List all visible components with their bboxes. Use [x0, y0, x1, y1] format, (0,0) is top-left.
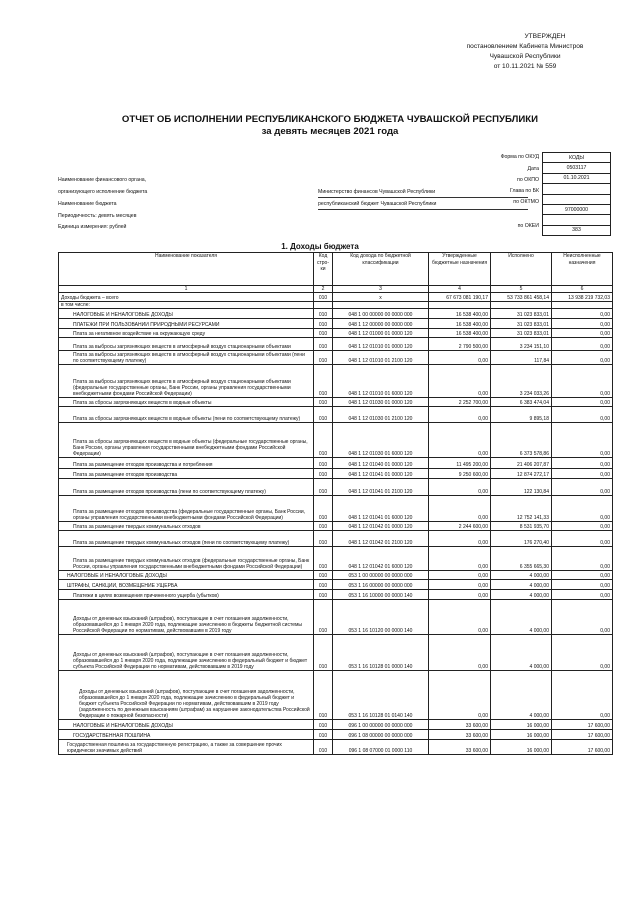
- cell-executed: 4 000,00: [491, 671, 552, 720]
- table-row: [59, 309, 613, 319]
- table-row: [59, 302, 613, 309]
- cell-executed: 12 752 141,33: [491, 496, 552, 522]
- col-line-header: Код стро-ки: [314, 253, 333, 286]
- cell-code: 048 1 00 00000 00 0000 000: [333, 309, 429, 319]
- cell-line: 010: [314, 469, 333, 479]
- cell-line: 010: [314, 720, 333, 730]
- cell-code: 053 1 16 10000 00 0000 140: [333, 590, 429, 600]
- cell-unexecuted: 17 600,00: [552, 720, 613, 730]
- code-label: Дата: [527, 166, 539, 172]
- cell-name: Плата за размещение отходов производства (федеральные государственные органы, Банк России, органы управления государственными внебюджетными фондами Российской Федерации): [59, 496, 314, 522]
- cell-unexecuted: 0,00: [552, 469, 613, 479]
- col-number: 3: [333, 286, 429, 293]
- income-table: [58, 252, 613, 755]
- header-label: Единица измерения: рублей: [58, 224, 127, 230]
- col-number: 4: [429, 286, 491, 293]
- report-header: [58, 152, 611, 237]
- code-date: 01.10.2021: [543, 173, 611, 183]
- cell-name: Плата за размещение твердых коммунальных отходов (федеральные государственные органы, Банк России, органы управления государственными внебюджетными фондами Российской Федерации): [59, 547, 314, 571]
- cell-executed: 4 000,00: [491, 571, 552, 580]
- section-title: 1. Доходы бюджета: [281, 242, 359, 251]
- table-row: [59, 329, 613, 338]
- cell-line: 010: [314, 329, 333, 338]
- table-row: [59, 740, 613, 755]
- cell-approved: 0,00: [429, 671, 491, 720]
- cell-name: Доходы от денежных взысканий (штрафов), поступающие в счет погашения задолженности, образовавшейся до 1 января 2020 года, подлежащие зачислению в федеральный бюджет и бюджет субъекта Российской Федерации по нормативам, действовавшим в 2019 году (задолженность по денежным взысканиям (штрафам) за нарушение законодательства Российской Федерации о пожарной безопасности): [59, 671, 314, 720]
- cell-name: Плата за сбросы загрязняющих веществ в водные объекты: [59, 398, 314, 407]
- table-row: [59, 522, 613, 531]
- cell-unexecuted: 0,00: [552, 365, 613, 398]
- codes-table: [542, 152, 611, 236]
- cell-name: Плата за размещение отходов производства (пени по соответствующему платежу): [59, 479, 314, 496]
- col-code-header: Код дохода по бюджетной классификации: [333, 253, 429, 286]
- cell-line: 010: [314, 522, 333, 531]
- cell-name: Плата за выбросы загрязняющих веществ в атмосферный воздух стационарными объектами (пени по соответствующему платежу): [59, 351, 314, 365]
- codes-header: КОДЫ: [543, 153, 611, 163]
- cell-line: 010: [314, 407, 333, 423]
- cell-unexecuted: 0,00: [552, 671, 613, 720]
- cell-executed: 122 130,84: [491, 479, 552, 496]
- table-row: [59, 571, 613, 580]
- report-subtitle: за девять месяцев 2021 года: [261, 126, 399, 137]
- col-number: 5: [491, 286, 552, 293]
- cell-code: 048 1 12 00000 00 0000 000: [333, 319, 429, 329]
- table-row: [59, 319, 613, 329]
- col-approved-header: Утвержденные бюджетные назначения: [429, 253, 491, 286]
- table-row: [59, 580, 613, 590]
- cell-approved: 16 538 400,00: [429, 329, 491, 338]
- cell-code: 048 1 12 01042 01 0000 120: [333, 522, 429, 531]
- table-row: [59, 635, 613, 671]
- cell-name: НАЛОГОВЫЕ И НЕНАЛОГОВЫЕ ДОХОДЫ: [59, 309, 314, 319]
- header-label: организующего исполнение бюджета: [58, 189, 148, 195]
- cell-code: 048 1 12 01040 01 0000 120: [333, 458, 429, 469]
- cell-unexecuted: 0,00: [552, 423, 613, 458]
- cell-line: 010: [314, 531, 333, 547]
- cell-unexecuted: 0,00: [552, 351, 613, 365]
- cell-approved: 9 250 600,00: [429, 469, 491, 479]
- cell-unexecuted: 0,00: [552, 407, 613, 423]
- cell-unexecuted: [552, 302, 613, 309]
- table-row: [59, 730, 613, 740]
- cell-approved: 0,00: [429, 407, 491, 423]
- cell-executed: 31 023 833,01: [491, 309, 552, 319]
- code-empty: [543, 215, 611, 225]
- cell-code: 048 1 12 01030 01 6000 120: [333, 423, 429, 458]
- cell-unexecuted: 17 600,00: [552, 740, 613, 755]
- cell-executed: 4 000,00: [491, 590, 552, 600]
- approval-line: постановлением Кабинета Министров: [466, 43, 584, 50]
- table-row: [59, 365, 613, 398]
- cell-executed: 31 023 833,01: [491, 319, 552, 329]
- cell-line: 010: [314, 740, 333, 755]
- cell-approved: 0,00: [429, 547, 491, 571]
- cell-line: 010: [314, 547, 333, 571]
- cell-code: 096 1 00 00000 00 0000 000: [333, 720, 429, 730]
- cell-unexecuted: 0,00: [552, 458, 613, 469]
- cell-approved: 0,00: [429, 590, 491, 600]
- cell-executed: 3 234 151,10: [491, 338, 552, 351]
- cell-unexecuted: 0,00: [552, 398, 613, 407]
- code-label: по ОКПО: [517, 177, 539, 183]
- cell-code: 048 1 12 01042 01 6000 120: [333, 547, 429, 571]
- budget-name: республиканский бюджет Чувашской Республики: [318, 201, 436, 207]
- cell-approved: 0,00: [429, 496, 491, 522]
- cell-name: Плата за выбросы загрязняющих веществ в атмосферный воздух стационарными объектами (федеральные государственные органы, Банк России, органы управления государственными внебюджетными фондами Российской Федерации): [59, 365, 314, 398]
- cell-name: Платежи в целях возмещения причиненного ущерба (убытков): [59, 590, 314, 600]
- approval-line: Чувашской Республики: [489, 53, 561, 60]
- cell-executed: 31 023 833,01: [491, 329, 552, 338]
- cell-unexecuted: 0,00: [552, 571, 613, 580]
- cell-unexecuted: 0,00: [552, 329, 613, 338]
- cell-approved: 0,00: [429, 351, 491, 365]
- cell-approved: 67 673 081 190,17: [429, 293, 491, 302]
- cell-approved: 0,00: [429, 423, 491, 458]
- cell-executed: 4 000,00: [491, 580, 552, 590]
- cell-approved: 0,00: [429, 365, 491, 398]
- table-row: [59, 293, 613, 302]
- cell-approved: 16 538 400,00: [429, 309, 491, 319]
- cell-unexecuted: 0,00: [552, 580, 613, 590]
- cell-name: НАЛОГОВЫЕ И НЕНАЛОГОВЫЕ ДОХОДЫ: [59, 571, 314, 580]
- cell-unexecuted: 0,00: [552, 479, 613, 496]
- code-oktmo: 97000000: [543, 204, 611, 214]
- cell-executed: 4 000,00: [491, 635, 552, 671]
- cell-line: 010: [314, 580, 333, 590]
- table-row: [59, 496, 613, 522]
- table-row: [59, 531, 613, 547]
- cell-unexecuted: 0,00: [552, 635, 613, 671]
- cell-code: 053 1 00 00000 00 0000 000: [333, 571, 429, 580]
- code-okei: 383: [543, 225, 611, 235]
- cell-approved: 2 252 700,00: [429, 398, 491, 407]
- cell-code: 048 1 12 01030 01 0000 120: [333, 398, 429, 407]
- cell-approved: 33 600,00: [429, 740, 491, 755]
- report-title: ОТЧЕТ ОБ ИСПОЛНЕНИИ РЕСПУБЛИКАНСКОГО БЮДЖЕТА ЧУВАШСКОЙ РЕСПУБЛИКИ: [121, 114, 539, 125]
- code-label: по ОКТМО: [513, 199, 539, 205]
- cell-code: 053 1 16 00000 00 0000 000: [333, 580, 429, 590]
- table-row: [59, 407, 613, 423]
- cell-line: 010: [314, 496, 333, 522]
- cell-approved: 11 495 200,00: [429, 458, 491, 469]
- cell-approved: 33 600,00: [429, 720, 491, 730]
- cell-approved: 0,00: [429, 580, 491, 590]
- cell-code: 053 1 16 10128 01 0000 140: [333, 635, 429, 671]
- cell-approved: 0,00: [429, 635, 491, 671]
- cell-code: 048 1 12 01041 01 2100 120: [333, 479, 429, 496]
- cell-name: Плата за негативное воздействие на окружающую среду: [59, 329, 314, 338]
- cell-line: 010: [314, 398, 333, 407]
- cell-line: 010: [314, 365, 333, 398]
- cell-executed: 9 895,18: [491, 407, 552, 423]
- cell-name: ГОСУДАРСТВЕННАЯ ПОШЛИНА: [59, 730, 314, 740]
- cell-approved: 2 244 600,00: [429, 522, 491, 531]
- col-number: 6: [552, 286, 613, 293]
- cell-code: 096 1 08 07000 01 0000 110: [333, 740, 429, 755]
- cell-line: 010: [314, 479, 333, 496]
- cell-approved: 0,00: [429, 479, 491, 496]
- finance-organ-name: Министерство финансов Чувашской Республики: [318, 189, 435, 195]
- cell-approved: 0,00: [429, 571, 491, 580]
- cell-executed: 6 383 474,04: [491, 398, 552, 407]
- cell-unexecuted: 17 600,00: [552, 730, 613, 740]
- table-row: [59, 338, 613, 351]
- cell-line: 010: [314, 338, 333, 351]
- cell-executed: 6 373 578,86: [491, 423, 552, 458]
- cell-approved: 2 790 500,00: [429, 338, 491, 351]
- cell-line: 010: [314, 319, 333, 329]
- cell-line: [314, 302, 333, 309]
- cell-line: 010: [314, 600, 333, 635]
- cell-code: 048 1 12 01010 01 2100 120: [333, 351, 429, 365]
- cell-line: 010: [314, 590, 333, 600]
- cell-executed: 12 874 272,17: [491, 469, 552, 479]
- cell-executed: 16 000,00: [491, 740, 552, 755]
- table-row: [59, 547, 613, 571]
- cell-code: 048 1 12 01042 01 2100 120: [333, 531, 429, 547]
- header-label: Наименование финансового органа,: [58, 177, 147, 183]
- cell-code: 048 1 12 01000 01 0000 120: [333, 329, 429, 338]
- cell-executed: 16 000,00: [491, 720, 552, 730]
- table-row: [59, 600, 613, 635]
- cell-code: 053 1 16 10128 01 0140 140: [333, 671, 429, 720]
- col-number: 2: [314, 286, 333, 293]
- cell-unexecuted: 0,00: [552, 531, 613, 547]
- cell-name: Доходы от денежных взысканий (штрафов), поступающие в счет погашения задолженности, образовавшейся до 1 января 2020 года, подлежащие зачислению в бюджеты бюджетной системы Российской Федерации по нормативам, действовавшим в 2019 году: [59, 600, 314, 635]
- cell-unexecuted: 0,00: [552, 547, 613, 571]
- cell-line: 010: [314, 671, 333, 720]
- header-label: Наименование бюджета: [58, 201, 117, 207]
- cell-name: Плата за выбросы загрязняющих веществ в атмосферный воздух стационарными объектами: [59, 338, 314, 351]
- table-row: [59, 469, 613, 479]
- cell-unexecuted: 0,00: [552, 496, 613, 522]
- cell-line: 010: [314, 293, 333, 302]
- cell-line: 010: [314, 571, 333, 580]
- table-row: [59, 720, 613, 730]
- cell-name: Государственная пошлина за государственную регистрацию, а также за совершение прочих юридически значимых действий: [59, 740, 314, 755]
- cell-executed: 8 531 935,70: [491, 522, 552, 531]
- cell-name: ШТРАФЫ, САНКЦИИ, ВОЗМЕЩЕНИЕ УЩЕРБА: [59, 580, 314, 590]
- cell-approved: 16 538 400,00: [429, 319, 491, 329]
- cell-executed: 4 000,00: [491, 600, 552, 635]
- cell-line: 010: [314, 309, 333, 319]
- header-label: Периодичность: девять месяцев: [58, 213, 137, 219]
- table-row: [59, 590, 613, 600]
- cell-code: 096 1 08 00000 00 0000 000: [333, 730, 429, 740]
- cell-name: Плата за размещение твердых коммунальных отходов (пени по соответствующему платежу): [59, 531, 314, 547]
- cell-code: [333, 302, 429, 309]
- approval-line: от 10.11.2021 № 559: [493, 63, 557, 70]
- cell-code: 048 1 12 01041 01 0000 120: [333, 469, 429, 479]
- cell-unexecuted: 0,00: [552, 600, 613, 635]
- cell-code: 053 1 16 10120 00 0000 140: [333, 600, 429, 635]
- cell-code: 048 1 12 01030 01 2100 120: [333, 407, 429, 423]
- cell-name: Плата за сбросы загрязняющих веществ в водные объекты (федеральные государственные органы, Банк России, органы управления государственными внебюджетными фондами Российской Федерации): [59, 423, 314, 458]
- code-bk: [543, 194, 611, 204]
- cell-name: в том числе:: [59, 302, 314, 309]
- col-unexecuted-header: Неисполненные назначения: [552, 253, 613, 286]
- cell-unexecuted: 0,00: [552, 522, 613, 531]
- cell-name: Плата за размещение отходов производства и потребления: [59, 458, 314, 469]
- report-title-block: [60, 114, 600, 138]
- cell-name: Доходы бюджета – всего: [59, 293, 314, 302]
- cell-code: 048 1 12 01041 01 6000 120: [333, 496, 429, 522]
- cell-approved: 0,00: [429, 531, 491, 547]
- cell-unexecuted: 0,00: [552, 590, 613, 600]
- col-name-header: Наименование показателя: [59, 253, 314, 286]
- cell-name: Плата за сбросы загрязняющих веществ в водные объекты (пени по соответствующему платежу): [59, 407, 314, 423]
- cell-line: 010: [314, 730, 333, 740]
- cell-approved: [429, 302, 491, 309]
- cell-name: ПЛАТЕЖИ ПРИ ПОЛЬЗОВАНИИ ПРИРОДНЫМИ РЕСУРСАМИ: [59, 319, 314, 329]
- approval-block: [440, 32, 610, 72]
- cell-approved: 33 600,00: [429, 730, 491, 740]
- cell-unexecuted: 13 938 219 732,03: [552, 293, 613, 302]
- cell-unexecuted: 0,00: [552, 319, 613, 329]
- cell-code: 048 1 12 01010 01 0000 120: [333, 338, 429, 351]
- table-row: [59, 423, 613, 458]
- cell-approved: 0,00: [429, 600, 491, 635]
- cell-executed: 117,84: [491, 351, 552, 365]
- code-okud: 0503117: [543, 163, 611, 173]
- col-executed-header: Исполнено: [491, 253, 552, 286]
- cell-name: Плата за размещение твердых коммунальных отходов: [59, 522, 314, 531]
- cell-line: 010: [314, 423, 333, 458]
- cell-name: Плата за размещение отходов производства: [59, 469, 314, 479]
- table-row: [59, 671, 613, 720]
- code-okpo: [543, 184, 611, 194]
- cell-executed: 21 406 207,87: [491, 458, 552, 469]
- table-row: [59, 458, 613, 469]
- cell-unexecuted: 0,00: [552, 338, 613, 351]
- table-row: [59, 479, 613, 496]
- cell-unexecuted: 0,00: [552, 309, 613, 319]
- cell-executed: 176 270,40: [491, 531, 552, 547]
- code-label: Глава по БК: [509, 188, 539, 194]
- cell-code: x: [333, 293, 429, 302]
- table-row: [59, 351, 613, 365]
- cell-line: 010: [314, 458, 333, 469]
- cell-line: 010: [314, 635, 333, 671]
- approval-line: УТВЕРЖДЕН: [524, 33, 566, 40]
- code-label: Форма по ОКУД: [500, 154, 539, 160]
- cell-code: 048 1 12 01010 01 6000 120: [333, 365, 429, 398]
- col-number: 1: [59, 286, 314, 293]
- table-row: [59, 398, 613, 407]
- cell-executed: 16 000,00: [491, 730, 552, 740]
- cell-executed: [491, 302, 552, 309]
- code-label: по ОКЕИ: [517, 223, 539, 229]
- cell-executed: 3 234 033,26: [491, 365, 552, 398]
- cell-name: Доходы от денежных взысканий (штрафов), поступающие в счет погашения задолженности, образовавшейся до 1 января 2020 года, подлежащие зачислению в федеральный бюджет и бюджет субъекта Российской Федерации по нормативам, действовавшим в 2019 году: [59, 635, 314, 671]
- cell-name: НАЛОГОВЫЕ И НЕНАЛОГОВЫЕ ДОХОДЫ: [59, 720, 314, 730]
- cell-line: 010: [314, 351, 333, 365]
- cell-executed: 6 355 665,30: [491, 547, 552, 571]
- cell-executed: 53 733 861 458,14: [491, 293, 552, 302]
